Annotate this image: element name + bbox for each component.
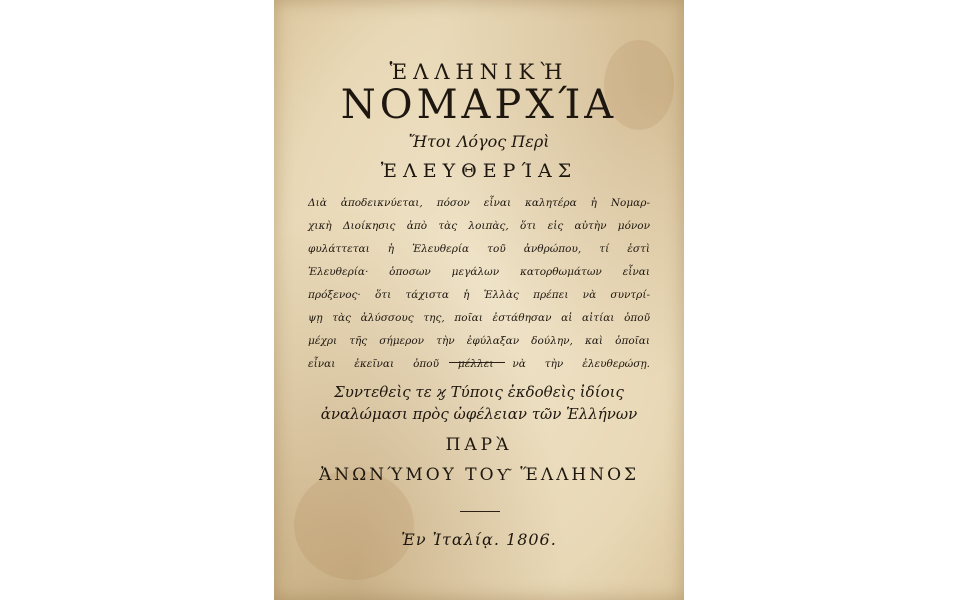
divider-rule [449,362,505,363]
publication-line-1: Συντεθεὶς τε ϗ Τύποις ἐκδοθεὶς ἰδίοις [334,383,624,401]
description-line: ψῃ τὰς ἁλύσσους της, ποῖαι ἐστάθησαν αἱ αἰτίαι ὁποῦ [308,312,650,324]
description-line: Ἐλευθερία· ὁποσων μεγάλων κατορθωμάτων εἶναι [308,266,650,278]
divider-rule [460,511,500,512]
title-line-3: ἘΛΕΥΘΕΡΊΑΣ [380,160,578,182]
description-paragraph [308,192,650,376]
description-line: πρόξενος· ὅτι τάχιστα ἡ Ἑλλὰς πρέπει νὰ συντρί- [308,289,650,301]
title-line-2: ΝΟΜΑΡΧΊΑ [340,82,618,128]
author-line: ἈΝΩΝΎΜΟΥ ΤΟΥ͂ ἝΛΛΗΝΟΣ [318,465,640,485]
description-line: φυλάττεται ἡ Ἐλευθερία τοῦ ἀνθρώπου, τί ἐστὶ [308,243,650,255]
description-line: χικὴ Διοίκησις ἀπὸ τὰς λοιπὰς, ὅτι εἰς αὐτὴν μόνον [308,220,650,232]
book-title-page [274,0,684,600]
publication-line-2: ἀναλώμασι πρὸς ὠφέλειαν τῶν Ἑλλήνων [320,405,638,423]
paper-stain [294,470,414,580]
title-line-1: ἙΛΛΗΝΙΚῊ [389,60,569,84]
subtitle: Ἤτοι Λόγος Περὶ [408,132,550,151]
description-line: Διὰ ἀποδεικνύεται, πόσον εἶναι καλητέρα ἡ Νομαρ- [308,197,650,209]
description-line: εἶναι ἐκεῖναι ὁποῦ μέλλει νὰ τὴν ἐλευθερώσῃ. [308,358,650,370]
description-line: μέχρι τῆς σήμερον τὴν ἐφύλαξαν δούλην, καὶ ὁποῖαι [308,335,650,347]
by-label: ΠΑΡᾺ [445,435,513,455]
imprint-line: Ἐν Ἰταλίᾳ. 1806. [401,530,557,549]
